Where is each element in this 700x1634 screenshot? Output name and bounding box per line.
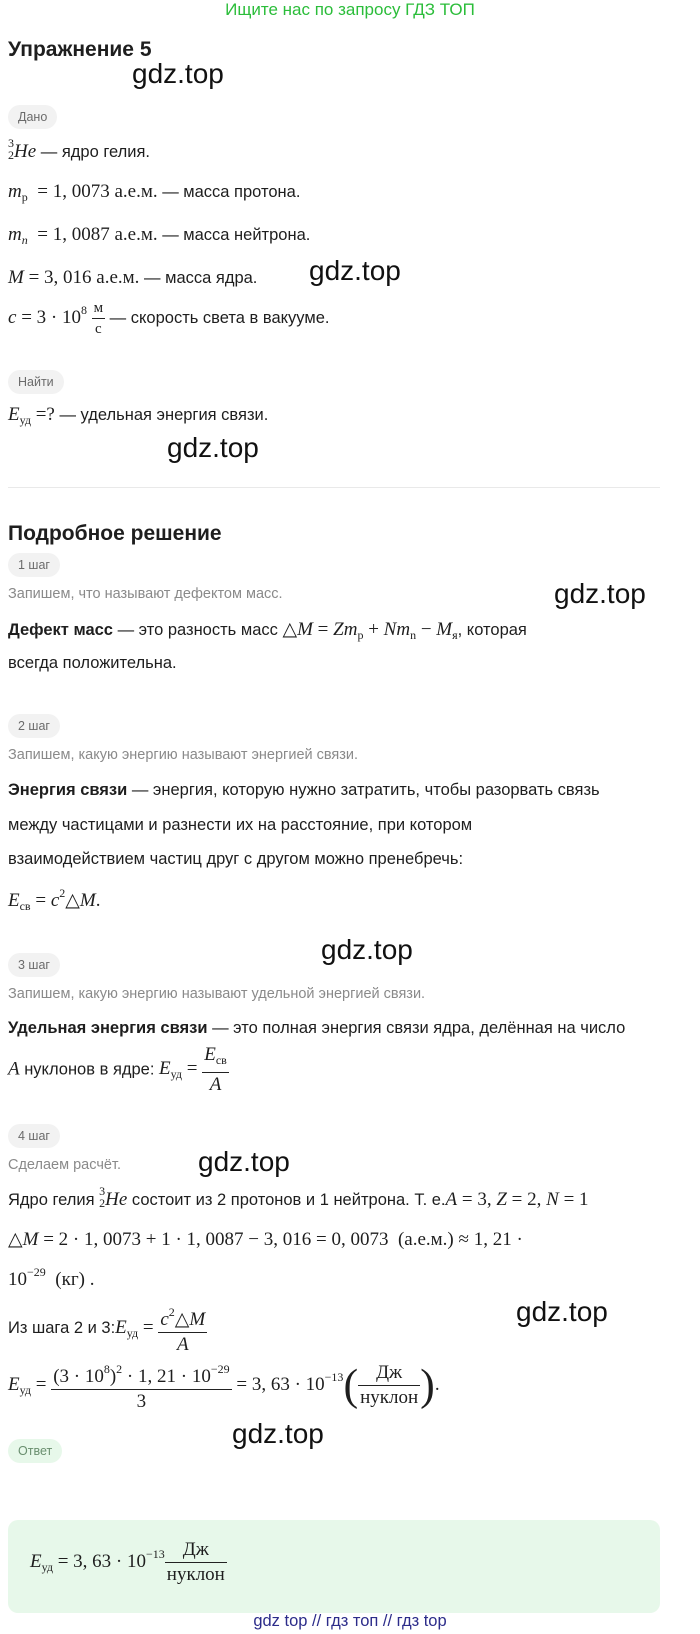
search-hint-link[interactable]: Ищите нас по запросу ГДЗ ТОП [225,0,475,19]
step-3-definition: Удельная энергия связи — это полная энергия связи ядра, делённая на число [8,1019,626,1037]
watermark: gdz.top [516,1296,608,1327]
step-1-definition-cont: всегда положительна. [8,654,177,672]
given-item-proton-mass: $m_р = 1$, 0073 а.е.м. — масса протона. [8,181,301,204]
watermark: gdz.top [198,1146,290,1177]
step-1-note: Запишем, что называют дефектом масс. [8,586,283,602]
step-2-term: Энергия связи [8,781,128,799]
page-title: Упражнение 5 [8,38,152,61]
step-2-note: Запишем, какую энергию называют энергией связи. [8,747,359,763]
step-3-badge: 3 шаг [8,953,60,977]
step-1-badge: 1 шаг [8,553,60,577]
step-4-mass-defect-cont: $10^{-29}$ (кг) . [8,1265,95,1290]
watermark: gdz.top [309,255,401,286]
step-3-note: Запишем, какую энергию называют удельной энергией связи. [8,986,426,1002]
step-4-note: Сделаем расчёт. [8,1157,121,1173]
step-1-term: Дефект масс [8,621,113,639]
solution-title: Подробное решение [8,522,222,545]
step-3-term: Удельная энергия связи [8,1019,208,1037]
answer-formula: $E_{уд} = 3$, $63 \cdot 10^{-13}$ $\frac{Дж}{\text{нуклон}}$ [30,1539,225,1585]
watermark: gdz.top [554,578,646,609]
step-3-definition-line2: A нуклонов в ядре: $E_{уд}$ = $\frac{E_{св}}{A}$ [8,1044,227,1095]
watermark: gdz.top [232,1418,324,1449]
step-4-formula: Из шага 2 и $3:E_{уд}$ = $\frac{c^2\triangle M}{A}$ [8,1300,207,1357]
find-item: $E_{уд}$ =? — удельная энергия связи. [8,404,269,427]
step-2-badge: 2 шаг [8,714,60,738]
step-2-formula: $E_{св}$ = $c^2\triangle M$. [8,886,101,913]
watermark: gdz.top [132,58,224,89]
step-4-mass-defect: △M = 2 · 1, 0073 + 1 · 1, 0087 − 3, 016 = 0, 0073 (а.е.м.) ≈ 1, 21 · [8,1229,523,1250]
given-badge: Дано [8,105,57,129]
given-item-neutron-mass: $m_n = 1$, 0087 а.е.м. — масса нейтрона. [8,224,311,247]
step-2-definition: Энергия связи — энергия, которую нужно затратить, чтобы разорвать связь [8,781,600,799]
given-item-light-speed: $c = 3 \cdot 10^8$ $\frac{м}{с}$ — скорость света в вакууме. [8,300,330,337]
step-2-definition-line3: взаимодействием частиц друг с другом можно пренебречь: [8,850,464,868]
step-4-calculation: $E_{уд}$ = $\frac{(3 \cdot 10^8)^2 \cdot 1, 21 \cdot 10^{-29}}{3}$ = 3, $63 \cdot 10^{-13}$( $\frac{Дж}{\text{нуклон}}$ ). [8,1357,440,1414]
watermark: gdz.top [167,432,259,463]
step-4-composition: Ядро гелия 3 2He состоит из 2 протонов и 1 нейтрона. Т. е.A = 3, Z = 2, N = 1 [8,1184,589,1210]
step-4-badge: 4 шаг [8,1124,60,1148]
answer-badge: Ответ [8,1439,62,1463]
find-badge: Найти [8,370,64,394]
watermark: gdz.top [321,934,413,965]
given-item-nucleus-mass: M = 3, 016 а.е.м. — масса ядра. [8,267,258,288]
step-1-definition: Дефект масс — это разность масс △M = $Zm_р + Nm_n - M_я$, которая [8,619,527,642]
section-divider [8,487,660,488]
given-item-helium: 3 2He — ядро гелия. [8,136,150,162]
step-2-definition-line2: между частицами и разнести их на расстояние, при котором [8,816,473,834]
footer-links[interactable]: gdz top // гдз топ // гдз top [253,1612,447,1630]
